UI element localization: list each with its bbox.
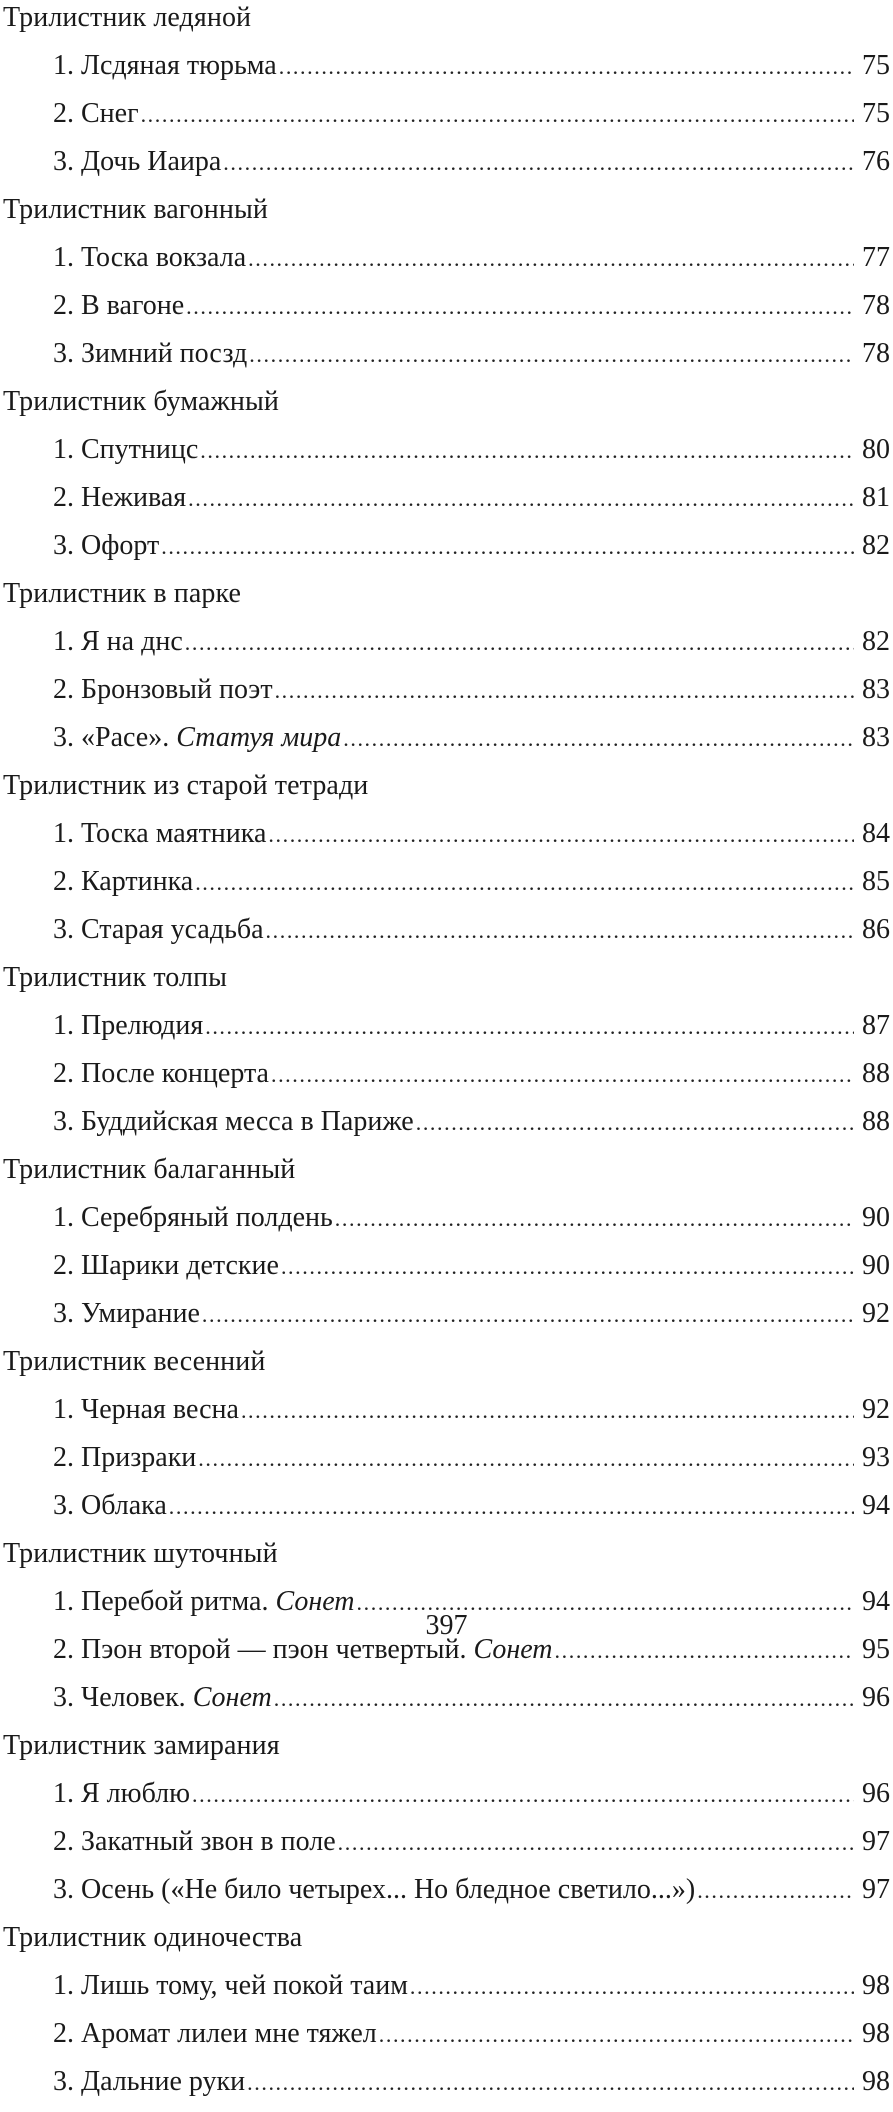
entry-number: 1. <box>53 1778 74 1809</box>
dot-leader <box>249 337 854 373</box>
entry-title: Лишь тому, чей покой таим <box>81 1970 408 2001</box>
entry-page: 84 <box>862 818 890 849</box>
entry-number: 1. <box>53 1394 74 1425</box>
entry-title: Прелюдия <box>81 1010 204 1041</box>
toc-section <box>0 1920 893 2112</box>
entry-number: 3. <box>53 1874 74 1905</box>
section-title: Трилистник замирания <box>3 1730 280 1761</box>
dot-leader <box>141 97 854 133</box>
dot-leader <box>198 1441 854 1477</box>
entry-page: 90 <box>862 1202 890 1233</box>
entry-number: 1. <box>53 818 74 849</box>
entry-title: В вагоне <box>81 290 185 321</box>
section-title: Трилистник весенний <box>3 1346 266 1377</box>
toc-entry <box>53 528 890 576</box>
dot-leader <box>268 817 854 853</box>
entry-title: Умирание <box>81 1298 200 1329</box>
entry-page: 96 <box>862 1778 890 1809</box>
entry-page: 75 <box>862 98 890 129</box>
toc-entry <box>53 1824 890 1872</box>
toc-entry <box>53 912 890 960</box>
toc-section <box>0 768 893 960</box>
entry-title: Я люблю <box>81 1778 191 1809</box>
entry-page: 77 <box>862 242 890 273</box>
entry-number: 3. <box>53 1682 74 1713</box>
toc-entry <box>53 1872 890 1920</box>
entry-title: Бронзовый поэт <box>81 674 273 705</box>
toc-entry <box>53 1200 890 1248</box>
entry-note: Сонет <box>473 1634 553 1665</box>
toc-entry <box>53 480 890 528</box>
toc-entry <box>53 432 890 480</box>
entry-page: 90 <box>862 1250 890 1281</box>
entry-title: Я на днс <box>81 626 183 657</box>
entry-title: Закатный звон в поле <box>81 1826 336 1857</box>
toc-section <box>0 576 893 768</box>
entry-number: 2. <box>53 674 74 705</box>
toc-entry <box>53 2064 890 2112</box>
toc-entry <box>53 1488 890 1536</box>
dot-leader <box>195 865 854 901</box>
entry-page: 93 <box>862 1442 890 1473</box>
entry-number: 2. <box>53 1058 74 1089</box>
toc-entry <box>53 1248 890 1296</box>
toc-section <box>0 192 893 384</box>
entry-page: 85 <box>862 866 890 897</box>
dot-leader <box>169 1489 854 1525</box>
section-title: Трилистник в парке <box>3 578 241 609</box>
section-title: Трилистник бумажный <box>3 386 280 417</box>
toc-entry <box>53 144 890 192</box>
section-title: Трилистник ледяной <box>3 2 252 33</box>
entry-title: Зимний посзд <box>81 338 248 369</box>
entry-page: 97 <box>862 1826 890 1857</box>
dot-leader <box>186 289 854 325</box>
entry-note: Сонет <box>275 1586 355 1617</box>
entry-title: Тоска маятника <box>81 818 267 849</box>
toc-entry <box>53 1776 890 1824</box>
entry-number: 3. <box>53 2066 74 2097</box>
entry-number: 1. <box>53 1010 74 1041</box>
entry-number: 2. <box>53 2018 74 2049</box>
dot-leader <box>161 529 854 565</box>
entry-page: 87 <box>862 1010 890 1041</box>
entry-title: Облака <box>81 1490 167 1521</box>
section-title: Трилистник из старой тетради <box>3 770 369 801</box>
entry-number: 1. <box>53 1586 74 1617</box>
dot-leader <box>248 241 854 277</box>
dot-leader <box>223 145 854 181</box>
toc-section <box>0 1728 893 1920</box>
entry-page: 75 <box>862 50 890 81</box>
entry-number: 3. <box>53 914 74 945</box>
dot-leader <box>274 1681 854 1717</box>
entry-page: 95 <box>862 1634 890 1665</box>
entry-number: 1. <box>53 242 74 273</box>
entry-title: Старая усадьба <box>81 914 264 945</box>
toc-entry <box>53 1440 890 1488</box>
entry-number: 1. <box>53 1202 74 1233</box>
entry-page: 96 <box>862 1682 890 1713</box>
entry-title: Снег <box>81 98 139 129</box>
page-number: 397 <box>425 1610 468 1641</box>
entry-page: 94 <box>862 1586 890 1617</box>
dot-leader <box>202 1297 854 1333</box>
entry-page: 83 <box>862 722 890 753</box>
entry-page: 98 <box>862 2018 890 2049</box>
toc-entry <box>53 1680 890 1728</box>
entry-number: 1. <box>53 50 74 81</box>
toc-section <box>0 960 893 1152</box>
entry-page: 76 <box>862 146 890 177</box>
toc-entry <box>53 2016 890 2064</box>
entry-page: 78 <box>862 290 890 321</box>
entry-title: Тоска вокзала <box>81 242 247 273</box>
entry-title: Дальние руки <box>81 2066 246 2097</box>
dot-leader <box>205 1009 854 1045</box>
toc-section <box>0 1344 893 1536</box>
entry-title: Призраки <box>81 1442 197 1473</box>
entry-title: Неживая <box>81 482 187 513</box>
entry-title: Дочь Иаира <box>81 146 222 177</box>
toc-entry <box>53 864 890 912</box>
dot-leader <box>185 625 854 661</box>
entry-page: 82 <box>862 530 890 561</box>
entry-number: 2. <box>53 1442 74 1473</box>
entry-number: 3. <box>53 722 74 753</box>
dot-leader <box>192 1777 854 1813</box>
toc-entry <box>53 1056 890 1104</box>
dot-leader <box>266 913 854 949</box>
toc-section <box>0 1152 893 1344</box>
entry-title: Осень («Не било четырех... Но бледное светило...») <box>81 1874 696 1905</box>
entry-number: 2. <box>53 1826 74 1857</box>
entry-title: Спутницс <box>81 434 199 465</box>
section-title: Трилистник вагонный <box>3 194 268 225</box>
dot-leader <box>281 1249 854 1285</box>
entry-number: 2. <box>53 866 74 897</box>
entry-title: Перебой ритма. <box>81 1586 269 1617</box>
dot-leader <box>379 2017 854 2053</box>
entry-page: 98 <box>862 2066 890 2097</box>
entry-title: Серебряный полдень <box>81 1202 333 1233</box>
toc-entry <box>53 48 890 96</box>
entry-title: Шарики детские <box>81 1250 279 1281</box>
dot-leader <box>271 1057 854 1093</box>
entry-title: Аромат лилеи мне тяжел <box>81 2018 377 2049</box>
dot-leader <box>275 673 854 709</box>
entry-number: 1. <box>53 1970 74 2001</box>
dot-leader <box>697 1873 854 1909</box>
entry-page: 97 <box>862 1874 890 1905</box>
entry-number: 3. <box>53 146 74 177</box>
toc-entry <box>53 816 890 864</box>
entry-note: Статуя мира <box>176 722 342 753</box>
entry-title: «Расе». <box>81 722 170 753</box>
section-title: Трилистник балаганный <box>3 1154 296 1185</box>
entry-page: 92 <box>862 1298 890 1329</box>
section-title: Трилистник толпы <box>3 962 228 993</box>
entry-number: 3. <box>53 530 74 561</box>
entry-page: 83 <box>862 674 890 705</box>
dot-leader <box>279 49 854 85</box>
entry-title: Пэон второй — пэон четвертый. <box>81 1634 467 1665</box>
toc-entry <box>53 288 890 336</box>
entry-number: 3. <box>53 1298 74 1329</box>
entry-page: 82 <box>862 626 890 657</box>
entry-title: Черная весна <box>81 1394 239 1425</box>
entry-number: 2. <box>53 482 74 513</box>
dot-leader <box>410 1969 854 2005</box>
entry-title: Буддийская месса в Париже <box>81 1106 414 1137</box>
toc-section <box>0 384 893 576</box>
toc-entry <box>53 1104 890 1152</box>
entry-page: 80 <box>862 434 890 465</box>
entry-title: Человек. <box>81 1682 186 1713</box>
section-title: Трилистник одиночества <box>3 1922 303 1953</box>
dot-leader <box>188 481 854 517</box>
entry-number: 1. <box>53 434 74 465</box>
entry-page: 92 <box>862 1394 890 1425</box>
entry-number: 2. <box>53 98 74 129</box>
toc-entry <box>53 240 890 288</box>
entry-page: 98 <box>862 1970 890 2001</box>
entry-page: 86 <box>862 914 890 945</box>
toc-entry <box>53 336 890 384</box>
entry-number: 2. <box>53 1250 74 1281</box>
toc-entry <box>53 96 890 144</box>
entry-number: 3. <box>53 1106 74 1137</box>
toc-section <box>0 0 893 192</box>
entry-note: Сонет <box>192 1682 272 1713</box>
entry-title: Картинка <box>81 866 194 897</box>
toc-entry <box>53 1008 890 1056</box>
entry-page: 88 <box>862 1106 890 1137</box>
dot-leader <box>335 1201 854 1237</box>
entry-number: 2. <box>53 1634 74 1665</box>
entry-title: Офорт <box>81 530 160 561</box>
entry-page: 78 <box>862 338 890 369</box>
entry-number: 2. <box>53 290 74 321</box>
toc-entry <box>53 1296 890 1344</box>
entry-page: 94 <box>862 1490 890 1521</box>
entry-page: 81 <box>862 482 890 513</box>
dot-leader <box>416 1105 854 1141</box>
toc-entry <box>53 720 890 768</box>
entry-title: После концерта <box>81 1058 269 1089</box>
dot-leader <box>200 433 854 469</box>
entry-page: 88 <box>862 1058 890 1089</box>
toc-entry <box>53 624 890 672</box>
dot-leader <box>247 2065 854 2101</box>
entry-number: 3. <box>53 338 74 369</box>
entry-title: Лсдяная тюрьма <box>81 50 277 81</box>
section-title: Трилистник шуточный <box>3 1538 278 1569</box>
entry-number: 1. <box>53 626 74 657</box>
dot-leader <box>338 1825 854 1861</box>
toc-entry <box>53 1392 890 1440</box>
entry-number: 3. <box>53 1490 74 1521</box>
dot-leader <box>343 721 854 757</box>
dot-leader <box>241 1393 854 1429</box>
toc-entry <box>53 1968 890 2016</box>
toc-entry <box>53 672 890 720</box>
